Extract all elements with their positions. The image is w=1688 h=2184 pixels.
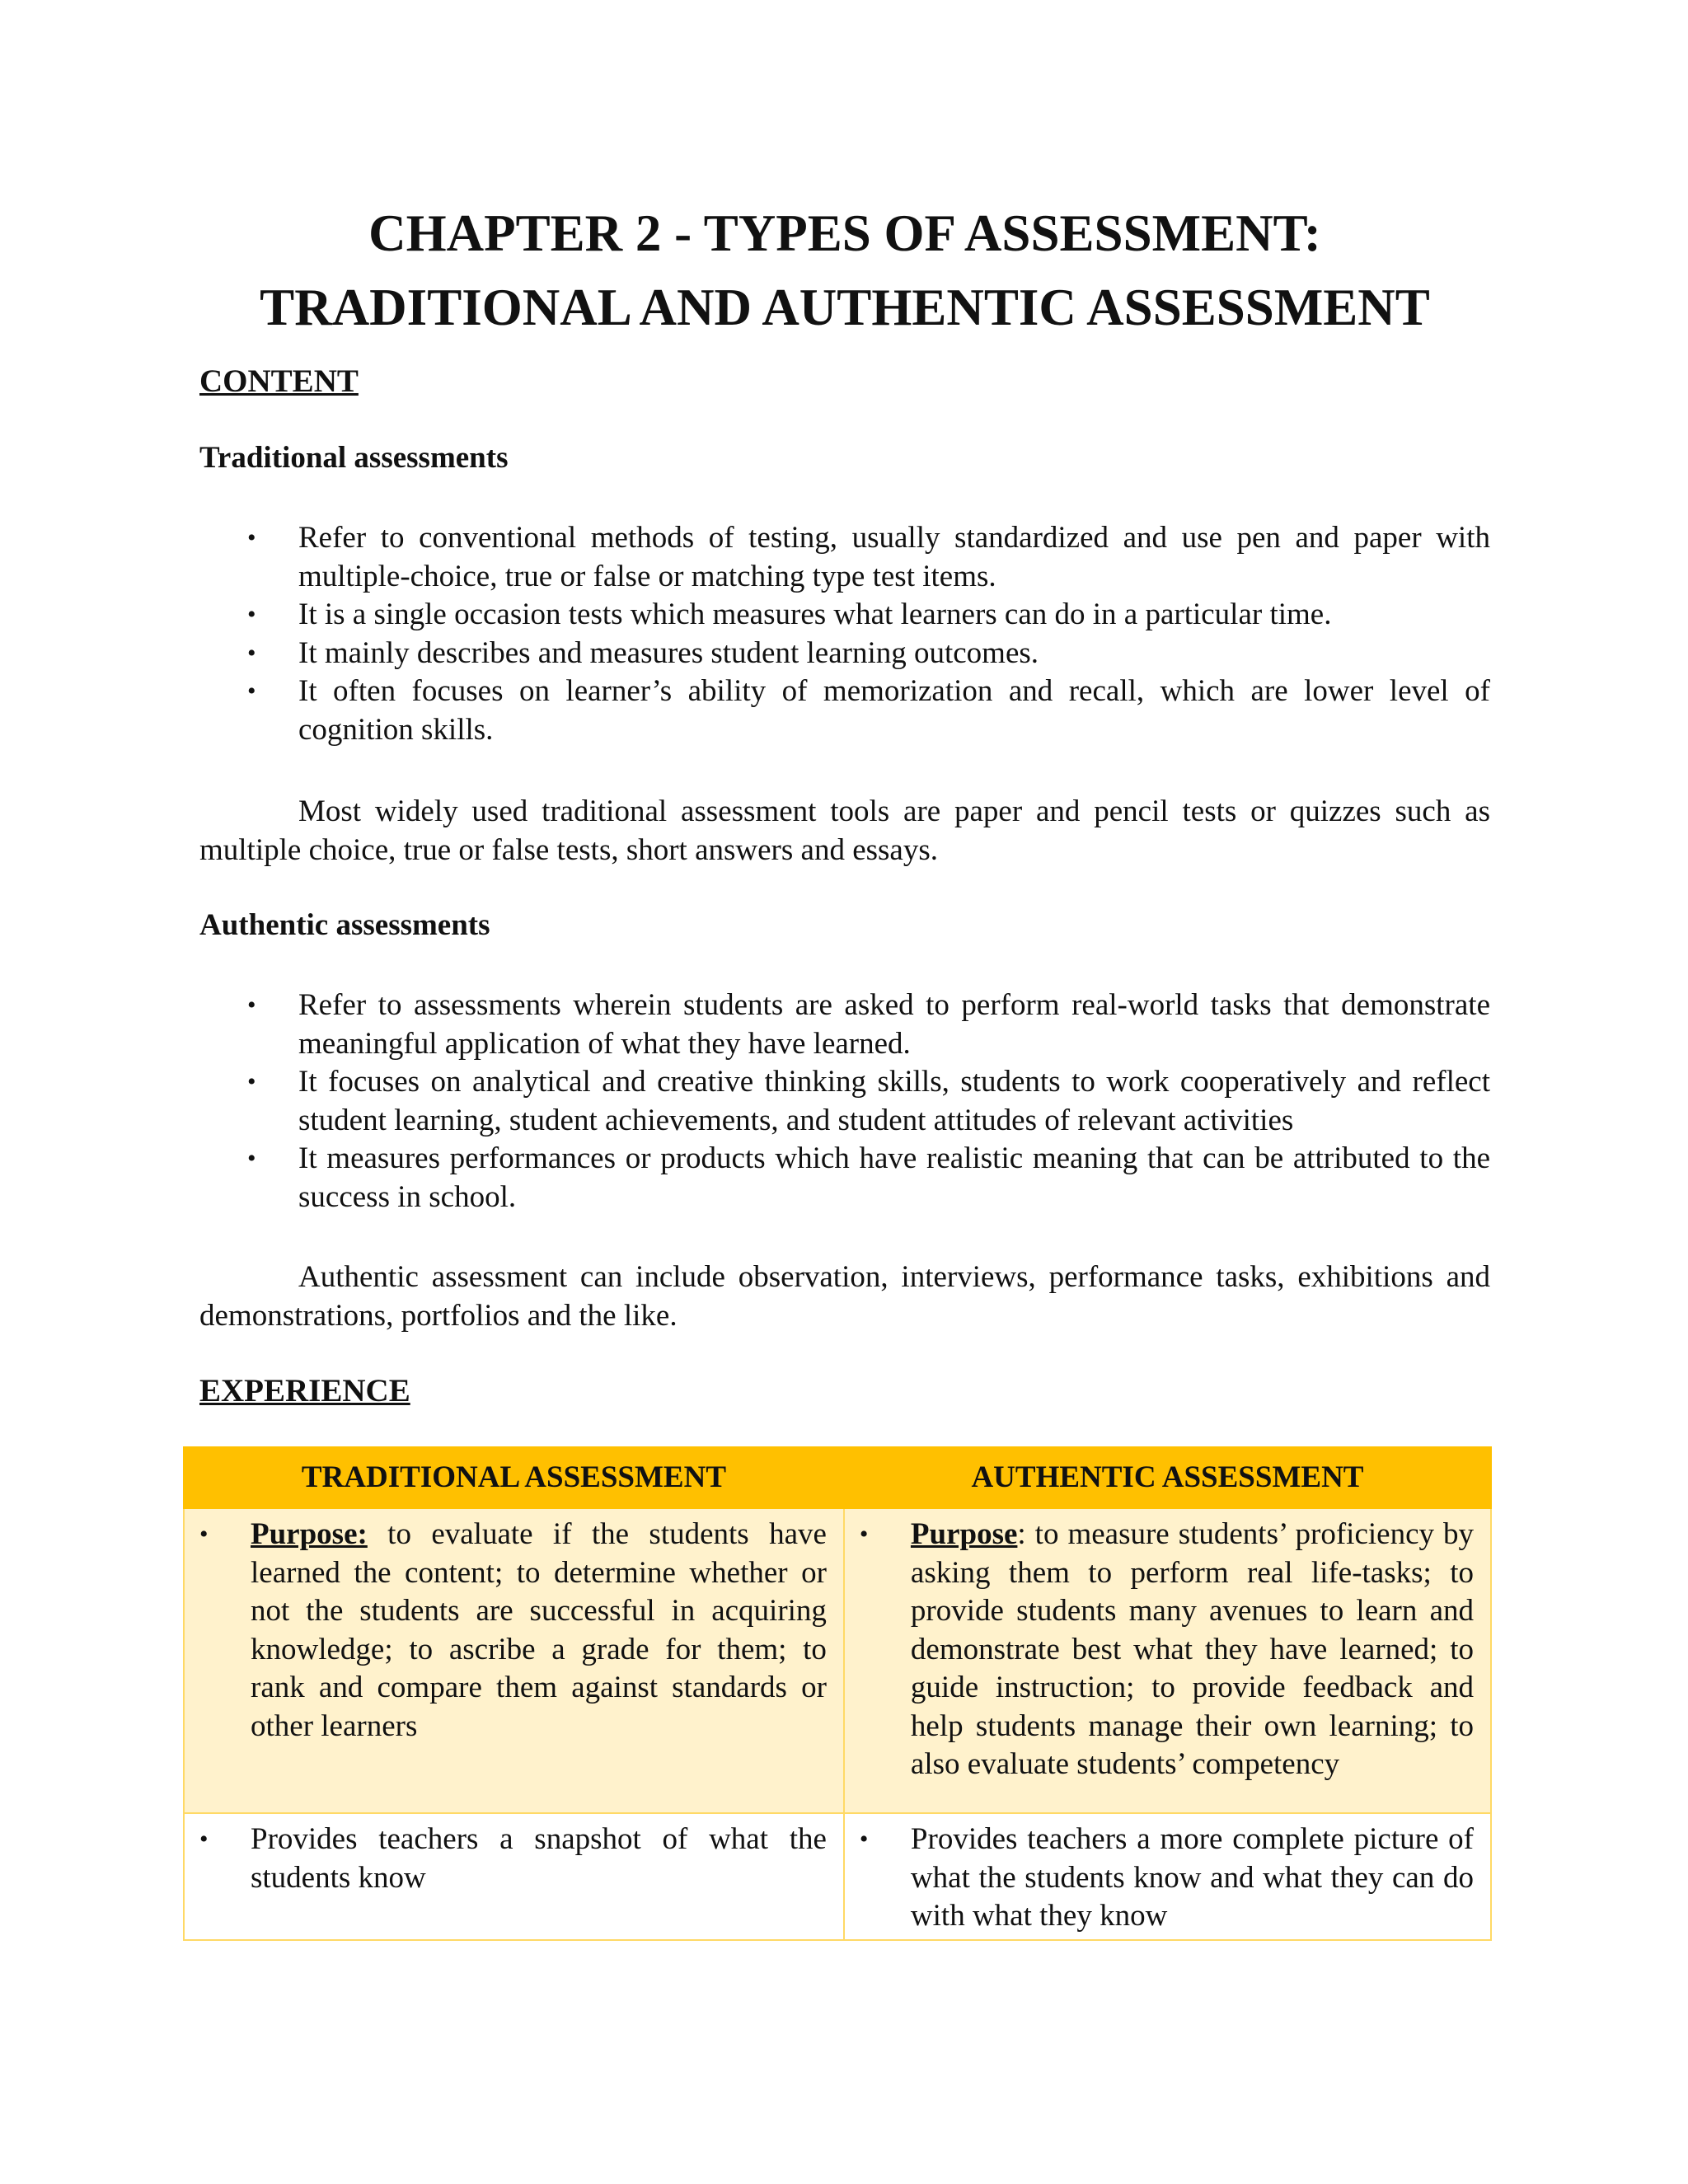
purpose-label: Purpose	[910, 1517, 1018, 1551]
comparison-table	[183, 1446, 1492, 1941]
bullet-icon: •	[859, 1521, 869, 1548]
bullet-icon: •	[247, 601, 256, 628]
content-heading: CONTENT	[199, 363, 359, 399]
list-item: • It often focuses on learner’s ability of memorization and recall, which are lower level of cognition skills.	[247, 674, 1490, 747]
purpose-label: Purpose:	[251, 1517, 368, 1551]
bullet-icon: •	[199, 1825, 209, 1853]
traditional-bullet-list	[199, 519, 1490, 749]
chapter-title	[199, 196, 1490, 344]
purpose-text: : to measure students’ proficiency by asking them to perform real life-tasks; to provide students many avenues to learn and demonstrate best what they have learned; to guide instruction; to provide feedback and help students manage their own learning; to also evaluate students’ competency	[910, 1517, 1474, 1781]
authentic-bullet-list	[199, 987, 1490, 1216]
header-traditional: TRADITIONAL ASSESSMENT	[184, 1447, 844, 1508]
table-cell: • Provides teachers a more complete picture of what the students know and what they can do with what they know	[844, 1813, 1491, 1940]
chapter-title-line-1: CHAPTER 2 - TYPES OF ASSESSMENT:	[368, 204, 1321, 262]
traditional-paragraph: Most widely used traditional assessment tools are paper and pencil tests or quizzes such as multiple choice, true or false tests, short answers and essays.	[199, 794, 1490, 867]
list-item: • It is a single occasion tests which measures what learners can do in a particular time.	[199, 596, 1490, 635]
bullet-icon: •	[247, 1145, 256, 1172]
list-item: • It measures performances or products which have realistic meaning that can be attributed to the success in school.	[247, 1141, 1490, 1214]
bullet-icon: •	[247, 524, 256, 551]
traditional-heading: Traditional assessments	[199, 441, 509, 475]
purpose-text: to evaluate if the students have learned the content; to determine whether or not the students are successful in acquiring knowledge; to ascribe a grade for them; to rank and compare them against standards or other learners	[251, 1517, 827, 1743]
table-cell: • Provides teachers a snapshot of what the students know	[184, 1813, 844, 1940]
table-cell	[184, 1508, 844, 1813]
list-item: • It mainly describes and measures student learning outcomes.	[199, 635, 1490, 673]
bullet-icon: •	[859, 1825, 869, 1853]
table-row	[184, 1508, 1491, 1813]
bullet-icon: •	[247, 639, 256, 667]
authentic-paragraph: Authentic assessment can include observation, interviews, performance tasks, exhibitions and demonstrations, portfolios and the like.	[199, 1260, 1490, 1333]
bullet-icon: •	[247, 1068, 256, 1095]
bullet-icon: •	[247, 991, 256, 1019]
table-header-row	[184, 1447, 1491, 1508]
table-row	[184, 1813, 1491, 1940]
bullet-icon: •	[247, 677, 256, 705]
bullet-icon: •	[199, 1521, 209, 1548]
list-item: • Refer to conventional methods of testing, usually standardized and use pen and paper with multiple-choice, true or false or matching type test items.	[247, 521, 1490, 593]
chapter-title-line-2: TRADITIONAL AND AUTHENTIC ASSESSMENT	[260, 279, 1430, 336]
header-authentic: AUTHENTIC ASSESSMENT	[844, 1447, 1491, 1508]
list-item: • Refer to assessments wherein students are asked to perform real-world tasks that demonstrate meaningful application of what they have learned.	[247, 988, 1490, 1061]
table-cell	[844, 1508, 1491, 1813]
list-item: • It focuses on analytical and creative thinking skills, students to work cooperatively and reflect student learning, student achievements, and student attitudes of relevant activities	[247, 1065, 1490, 1137]
authentic-heading: Authentic assessments	[199, 908, 490, 942]
experience-heading: EXPERIENCE	[199, 1373, 410, 1408]
